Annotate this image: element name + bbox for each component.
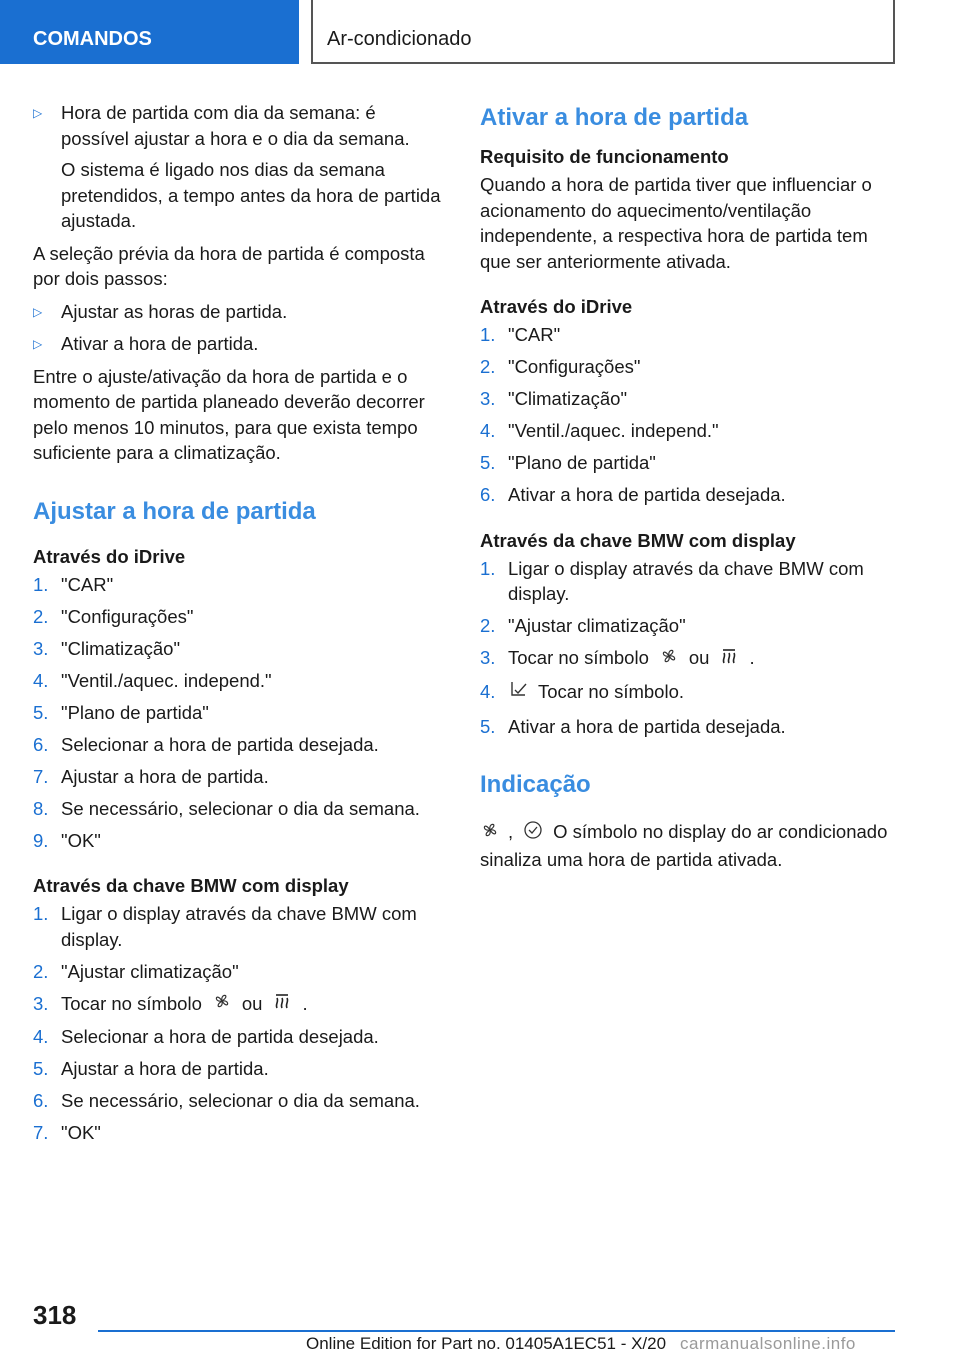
step-text: Ajustar as horas de partida. <box>61 300 288 322</box>
list-item: 2. "Ajustar climatização" <box>33 960 239 982</box>
section-heading: Ativar a hora de partida <box>480 104 749 131</box>
list-item: 5. "Plano de partida" <box>480 452 656 473</box>
list-item: 2. "Configurações" <box>33 605 194 627</box>
list-item: 6. Se necessário, selecionar o dia da semana. <box>33 1090 420 1112</box>
triangle-right-icon: ▷ <box>33 337 43 351</box>
list-item: 3. "Climatização" <box>33 637 181 659</box>
list-item: 1. "CAR" <box>33 573 114 595</box>
fan-icon <box>659 646 679 673</box>
left-column <box>33 100 443 1152</box>
intro-bullet-cont: O sistema é ligado nos dias da semana pretendidos, a tempo antes da hora de partida ajustada. <box>61 159 441 231</box>
note-heading: Indicação <box>480 771 591 799</box>
list-item: 6. Selecionar a hora de partida desejada. <box>33 733 379 755</box>
list-item: 1. Ligar o display através da chave BMW com display. <box>480 557 864 604</box>
list-item: 7. "OK" <box>33 1122 101 1144</box>
list-item: 5. "Plano de partida" <box>33 701 209 723</box>
list-item: 2. "Ajustar climatização" <box>480 615 686 636</box>
section-tab: COMANDOS <box>0 0 299 64</box>
step-bullet <box>33 331 443 357</box>
key-steps <box>33 901 443 1146</box>
subheading-idrive: Através do iDrive <box>33 545 186 567</box>
touch-icon <box>508 679 530 708</box>
list-item: 9. "OK" <box>33 829 101 851</box>
footer-edition: Online Edition for Part no. 01405A1EC51 - X/20 <box>306 1334 667 1353</box>
list-item: 1. Ligar o display através da chave BMW com display. <box>33 903 417 950</box>
note-text: , O símbolo no display do ar condicionado sinaliza uma hora de partida ativada. <box>480 821 888 870</box>
step-bullet <box>33 299 443 325</box>
list-item: 1. "CAR" <box>480 324 561 345</box>
chapter-title: Ar-condicionado <box>311 0 895 64</box>
intro-bullet <box>33 100 443 234</box>
right-column <box>480 100 890 872</box>
idrive-steps <box>33 572 443 854</box>
subheading-idrive: Através do iDrive <box>480 296 633 317</box>
fan-icon <box>480 820 500 847</box>
list-item: 5. Ativar a hora de partida desejada. <box>480 715 786 737</box>
list-item: 5. Ajustar a hora de partida. <box>33 1058 269 1080</box>
heat-vent-icon <box>719 646 739 673</box>
triangle-right-icon: ▷ <box>33 304 43 319</box>
list-item: 4. "Ventil./aquec. independ." <box>33 669 272 691</box>
section-heading: Ajustar a hora de partida <box>33 497 316 525</box>
list-item: 3. Tocar no símbolo ou . <box>480 645 890 672</box>
list-item: 3. "Climatização" <box>480 388 628 409</box>
subheading-requirement: Requisito de funcionamento <box>480 146 729 167</box>
list-item: 4. Selecionar a hora de partida desejada. <box>33 1026 379 1048</box>
list-item: 4. Tocar no símbolo. <box>480 679 890 708</box>
clock-icon <box>523 820 543 847</box>
triangle-right-icon: ▷ <box>33 106 43 120</box>
intro-bullet-text: Hora de partida com dia da semana: é possível ajustar a hora e o dia da semana. <box>61 102 410 149</box>
footer-divider <box>98 1330 895 1332</box>
preselect-text: A seleção prévia da hora de partida é composta por dois passos: <box>33 242 425 289</box>
idrive-steps <box>480 322 890 508</box>
watermark: carmanualsonline.info <box>680 1334 856 1353</box>
subheading-key: Através da chave BMW com display <box>480 529 796 551</box>
list-item: 8. Se necessário, selecionar o dia da semana. <box>33 797 420 819</box>
list-item: 3. Tocar no símbolo ou . <box>33 991 443 1018</box>
list-item: 2. "Configurações" <box>480 356 641 377</box>
interval-text: Entre o ajuste/ativação da hora de partida e o momento de partida planeado deverão decorrer pelo menos 10 minutos, para que exista tempo suficiente para a climatização. <box>33 365 425 463</box>
heat-vent-icon <box>272 991 292 1018</box>
key-steps <box>480 556 890 740</box>
requirement-text: Quando a hora de partida tiver que influenciar o acionamento do aquecimento/ventilação independente, a respectiva hora de partida tem que ser anteriormente ativada. <box>480 174 872 272</box>
list-item: 6. Ativar a hora de partida desejada. <box>480 484 786 505</box>
page-number: 318 <box>33 1300 77 1330</box>
list-item: 7. Ajustar a hora de partida. <box>33 765 269 787</box>
step-text: Ativar a hora de partida. <box>61 333 259 354</box>
list-item: 4. "Ventil./aquec. independ." <box>480 420 719 441</box>
fan-icon <box>212 991 232 1018</box>
subheading-key: Através da chave BMW com display <box>33 875 349 896</box>
